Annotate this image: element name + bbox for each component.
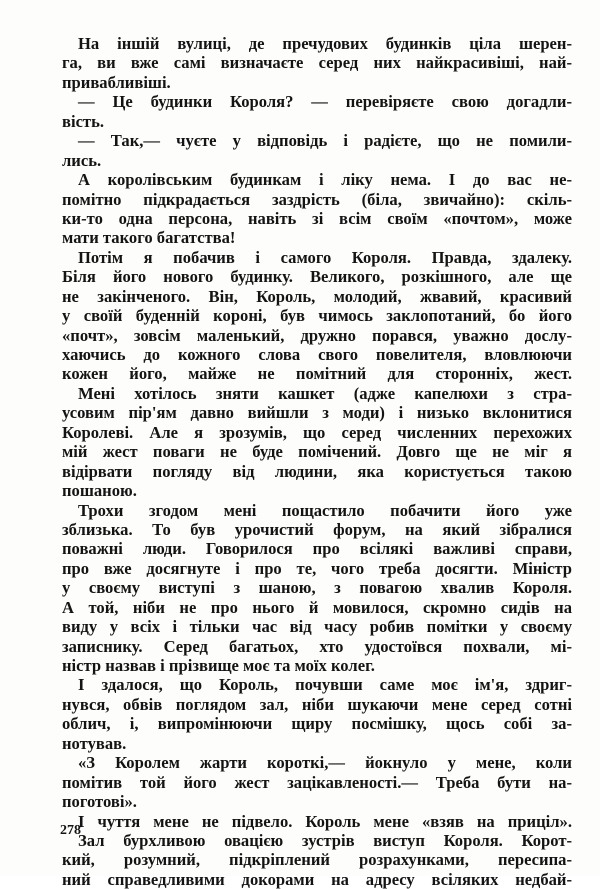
text-line: мій жест поваги не буде помічений. Довго ще не міг я <box>62 442 572 462</box>
body-text <box>62 34 572 889</box>
text-line: кожен його, майже не помітний для сторонніх, жест. <box>62 364 572 384</box>
text-line: Трохи згодом мені пощастило побачити його уже <box>78 500 572 520</box>
text-line: Потім я побачив і самого Короля. Правда, здалеку. <box>78 247 572 267</box>
text-line: поготові». <box>62 792 137 812</box>
text-line: усовим пір'ям давно вийшли з моди) і низько вклонитися <box>62 403 572 423</box>
text-line: «почт», зовсім маленький, дружно порався, уважно дослу- <box>62 325 572 345</box>
text-line: Біля його нового будинку. Великого, розкішного, але ще <box>62 267 572 287</box>
text-line: ністр назвав і прізвище моє та моїх колег. <box>62 656 375 675</box>
text-line: І здалося, що Король, почувши саме моє ім'я, здриг- <box>78 675 572 695</box>
text-line: «З Королем жарти короткі,— йокнуло у мене, коли <box>78 753 572 773</box>
text-line: пошаною. <box>62 481 137 501</box>
text-line: вість. <box>62 111 105 131</box>
text-line: облич, і, випромінюючи щиру посмішку, щось собі за- <box>62 714 572 734</box>
text-line: не закінченого. Він, Король, молодий, жвавий, красивий <box>62 286 572 306</box>
text-line: ки-то одна персона, навіть зі всім своїм «почтом», може <box>62 208 572 228</box>
text-line: га, ви вже самі визначаєте серед них найкрасивіші, най- <box>62 53 572 73</box>
text-line: про вже досягнуте і про те, чого треба досягти. Міністр <box>62 558 572 578</box>
text-line: А королівським будинкам і ліку нема. І до вас не- <box>78 170 572 190</box>
text-line: нувся, обвів поглядом зал, ніби шукаючи мене серед сотні <box>62 694 572 714</box>
text-line: мати такого багатства! <box>62 228 236 248</box>
text-line: зблизька. То був урочистий форум, на який зібралися <box>62 519 572 539</box>
text-line: відірвати погляду від людини, яка користується такою <box>62 461 572 481</box>
text-line: помітив той його жест зацікавленості.— Треба бути на- <box>62 772 572 792</box>
text-line: у своєму виступі з шаною, з повагою хвалив Короля. <box>62 578 572 598</box>
text-line: помітно підкрадається заздрість (біла, звичайно): скіль- <box>62 189 572 209</box>
text-line: ний справедливими докорами на адресу всіляких недбай- <box>62 869 572 889</box>
text-line: виду у всіх і тільки час від часу робив помітки у своєму <box>62 617 572 637</box>
text-line: поважні люди. Говорилося про всілякі важливі справи, <box>62 539 572 559</box>
text-line: — Так,— чуєте у відповідь і радієте, що не помили- <box>78 131 572 151</box>
text-line: нотував. <box>62 733 127 753</box>
text-line: у своїй буденній короні, був чимось заклопотаний, бо його <box>62 306 572 326</box>
text-line: І чуття мене не підвело. Король мене «взяв на приціл». <box>78 811 572 831</box>
text-line: Зал бурхливою овацією зустрів виступ Короля. Корот- <box>78 830 572 850</box>
text-line: хаючись до кожного слова свого повелителя, вловлюючи <box>62 345 572 364</box>
text-line: — Це будинки Короля? — перевіряєте свою догадли- <box>78 92 572 112</box>
text-line: лись. <box>62 150 102 170</box>
text-line: Королеві. Але я зрозумів, що серед численних перехожих <box>62 422 572 442</box>
text-line: Мені хотілось зняти кашкет (адже капелюхи з стра- <box>78 383 572 403</box>
text-line: На іншій вулиці, де пречудових будинків ціла шерен- <box>78 34 572 53</box>
text-line: А той, ніби не про нього й мовилося, скромно сидів на <box>62 597 572 617</box>
text-line: привабливіші. <box>62 72 171 92</box>
text-line: кий, розумний, підкріплений розрахунками, пересипа- <box>62 850 572 870</box>
text-line: записнику. Серед багатьох, хто удостоївся похвали, мі- <box>62 636 572 656</box>
page-number: 278 <box>60 823 81 838</box>
